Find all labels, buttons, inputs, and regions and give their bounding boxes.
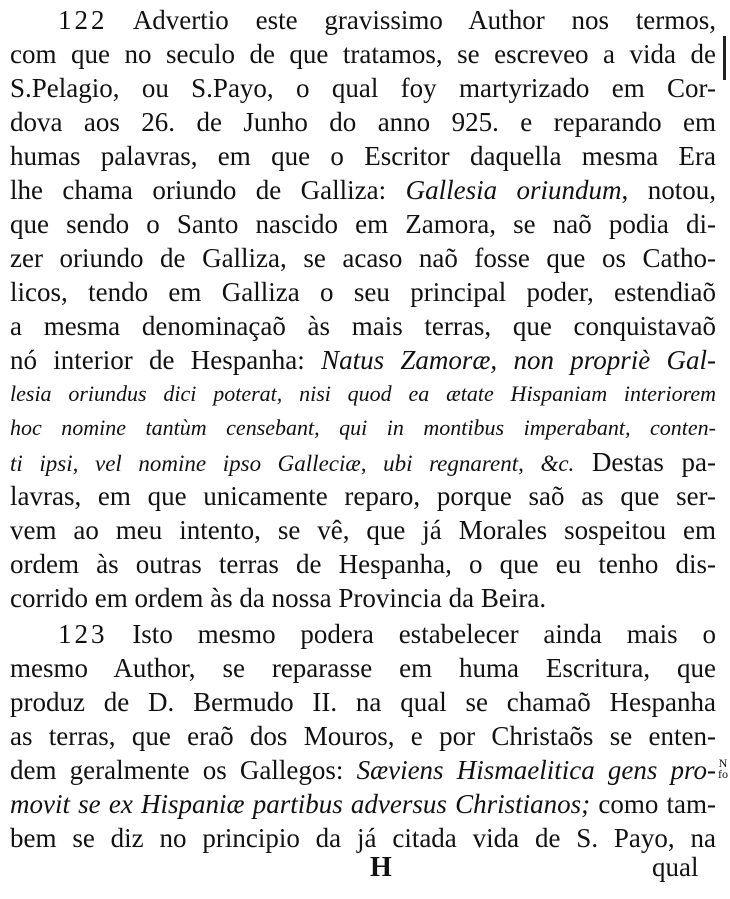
text-line: 122 Advertio este gravissimo Author nos termos, xyxy=(58,5,717,35)
paragraph-number: 123 xyxy=(58,619,108,649)
text-line: as terras, que eraõ dos Mouros, e por Christaõs se enten- xyxy=(10,721,716,751)
margin-note: N fo xyxy=(718,756,728,781)
text-line: lavras, em que unicamente reparo, porque saõ as que ser- xyxy=(10,481,716,511)
text-line: que sendo o Santo nascido em Zamora, se naõ podia di- xyxy=(10,209,716,239)
text-line: zer oriundo de Galliza, se acaso naõ fosse que os Catho- xyxy=(10,243,716,273)
text-line: lhe chama oriundo de Galliza: Gallesia oriundum, notou, xyxy=(10,175,716,205)
text-line: corrido em ordem às da nossa Provincia da Beira. xyxy=(10,583,547,613)
text-line: ordem às outras terras de Hespanha, o que eu tenho dis- xyxy=(10,549,716,579)
text-line: produz de D. Bermudo II. na qual se chamaõ Hespanha xyxy=(10,687,716,717)
text-line: mesmo Author, se reparasse em huma Escritura, que xyxy=(10,653,716,683)
text-line: vem ao meu intento, se vê, que já Morales sospeitou em xyxy=(10,515,716,545)
text-line: nó interior de Hespanha: Natus Zamoræ, non propriè Gal- xyxy=(10,345,717,375)
signature-mark: H xyxy=(370,852,392,883)
text-line: S.Pelagio, ou S.Payo, o qual foy martyrizado em Cor- xyxy=(10,73,716,103)
text-line: com que no seculo de que tratamos, se escreveo a vida de xyxy=(10,39,716,69)
text-line: dem geralmente os Gallegos: Sæviens Hismaelitica gens pro- xyxy=(10,755,717,785)
text-line: humas palavras, em que o Escritor daquella mesma Era xyxy=(10,141,716,171)
text-line: dova aos 26. de Junho do anno 925. e reparando em xyxy=(10,107,716,137)
text-line: bem se diz no principio da já citada vida de S. Payo, na xyxy=(10,823,716,853)
margin-rule xyxy=(723,36,726,80)
text-line: a mesma denominaçaõ às mais terras, que conquistavaõ xyxy=(10,311,716,341)
text-line: 123 Isto mesmo podera estabelecer ainda mais o xyxy=(58,619,716,649)
paragraph-number: 122 xyxy=(58,5,108,35)
text-line: ti ipsi, vel nomine ipso Galleciæ, ubi regnarent, &c. Destas pa- xyxy=(10,447,716,477)
catchword: qual xyxy=(652,852,699,882)
text-line: hoc nomine tantùm censebant, qui in montibus imperabant, conten- xyxy=(10,415,716,440)
text-line: lesia oriundus dici poterat, nisi quod ea ætate Hispaniam interiorem xyxy=(10,381,716,406)
text-line: licos, tendo em Galliza o seu principal poder, estendiaõ xyxy=(10,277,716,307)
text-line: movit se ex Hispaniæ partibus adversus Christianos; como tam- xyxy=(10,789,717,819)
